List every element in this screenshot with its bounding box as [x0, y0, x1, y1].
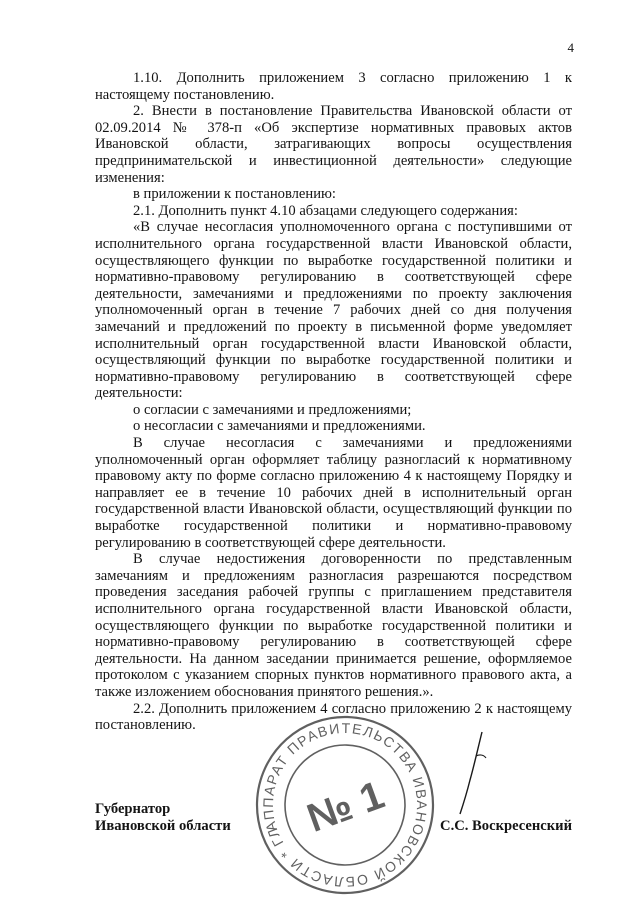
- paragraph-annex-intro: в приложении к постановлению:: [133, 186, 336, 203]
- signatory-name: С.С. Воскресенский: [440, 818, 572, 834]
- signatory-title: Губернатор: [95, 801, 171, 817]
- page-number: 4: [567, 40, 574, 55]
- paragraph-2: 2. Внести в постановление Правительства Ивановской области от 02.09.2014 № 378-п «Об экспертизе нормативных правовых актов Ивановской области, затрагивающих вопросы осуществления предпринимательской и инвестиционной деятельности» следующие изменения:: [95, 103, 572, 186]
- paragraph-2-1: 2.1. Дополнить пункт 4.10 абзацами следующего содержания:: [133, 202, 518, 219]
- stamp-ring-text: АППАРАТ ПРАВИТЕЛЬСТВА ИВАНОВСКОЙ ОБЛАСТИ * ГЛАВНОЕ: [259, 719, 431, 891]
- paragraph-agreement-option: о согласии с замечаниями и предложениями;: [133, 401, 412, 418]
- paragraph-disagreement-table: В случае несогласия с замечаниями и предложениями уполномоченный орган оформляет таблицу разногласий к нормативному правовому акту по форме согласно приложению 4 к настоящему Порядку и направляет ее в течение 10 рабочих дней в исполнительный орган государственной власти Ивановской области, осуществляющий функции по выработке государственной политики и нормативно-правовому регулированию в соответствующей сфере деятельности.: [95, 435, 572, 551]
- document-body: [95, 70, 572, 734]
- signature-block: [95, 801, 572, 835]
- signatory-region: Ивановской области: [95, 818, 231, 834]
- paragraph-quote-disagreement: «В случае несогласия уполномоченного органа с поступившими от исполнительного органа государственной власти Ивановской области, осуществляющего функции по выработке государственной политики и нормативно-правовому регулированию в соответствующей сфере деятельности, замечаниями и предложениями по проекту заключения уполномоченный орган в течение 7 рабочих дней со дня получения замечаний и предложений по проекту в письменной форме уведомляет исполнительный орган государственной власти Ивановской области, осуществляющий функции по выработке государственной политики и нормативно-правовому регулированию в соответствующей сфере деятельности:: [95, 219, 572, 402]
- paragraph-1-10: 1.10. Дополнить приложением 3 согласно приложению 1 к настоящему постановлению.: [95, 70, 572, 103]
- paragraph-working-group: В случае недостижения договоренности по представленным замечаниям и предложениям разногласия разрешаются посредством проведения заседания рабочей группы с приглашением представителя исполнительного органа государственной власти Ивановской области, осуществляющего функции по выработке государственной политики и нормативно-правовому регулированию в соответствующей сфере деятельности. На данном заседании принимается решение, оформляемое протоколом с указанием спорных пунктов нормативного правового акта, а также изложением обоснования принятого решения.».: [95, 551, 572, 700]
- stamp-center-number: № 1: [301, 772, 390, 841]
- paragraph-2-2: 2.2. Дополнить приложением 4 согласно приложению 2 к настоящему постановлению.: [95, 700, 572, 734]
- paragraph-disagreement-option: о несогласии с замечаниями и предложениями.: [133, 418, 426, 435]
